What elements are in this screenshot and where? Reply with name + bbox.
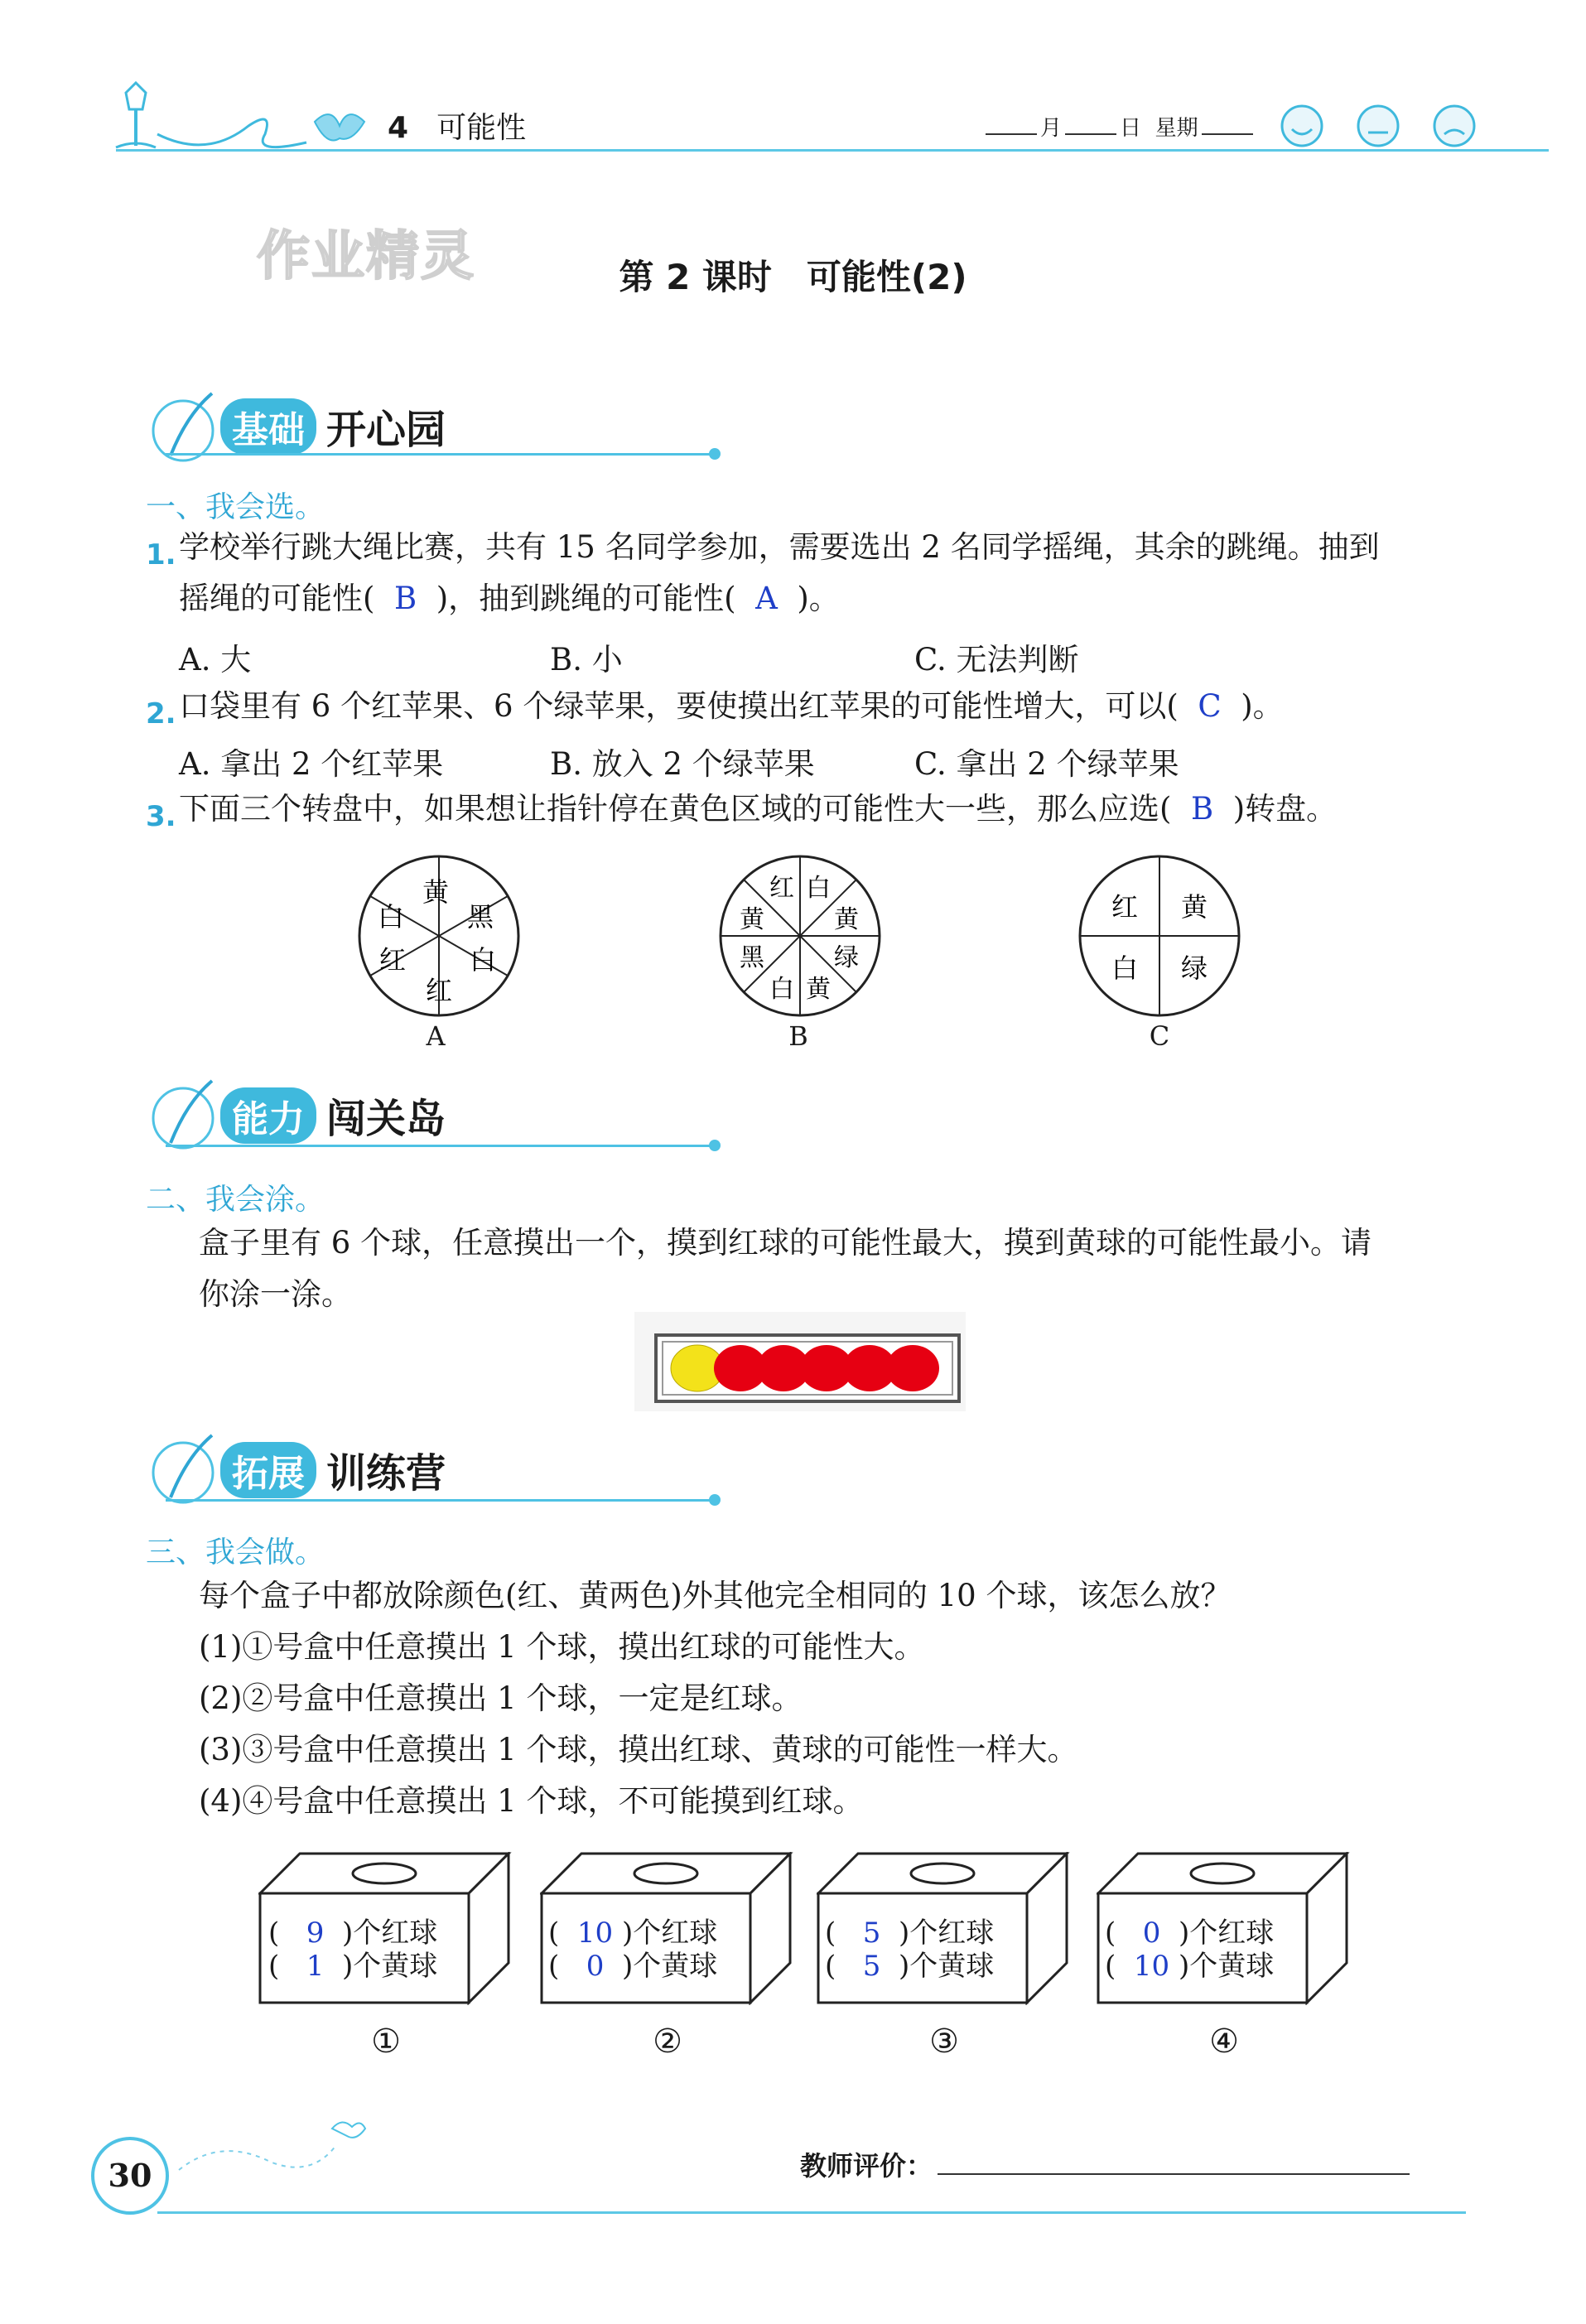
watermark: 作业精灵 — [257, 226, 475, 287]
box-4-red: ( 0 )个红球 — [1105, 1917, 1275, 1950]
lamp-decoration-icon — [108, 76, 373, 159]
spinner-a — [348, 845, 530, 1027]
part2-text: 盒子里有 6 个球，任意摸出一个，摸到红球的可能性最大，摸到黄球的可能性最小。请 你涂一涂。 — [199, 1225, 1372, 1312]
box-4-yellow: ( 10 )个黄球 — [1105, 1950, 1275, 1983]
spinner-b — [709, 845, 891, 1027]
q1-option-c: C. 无法判断 — [914, 642, 1079, 677]
spinner-a-sector: 红 — [378, 944, 407, 976]
box-1-yellow: ( 1 )个黄球 — [268, 1950, 438, 1983]
spinner-c-sector: 黄 — [1180, 891, 1208, 923]
bird-decoration-icon — [171, 2104, 369, 2187]
spinner-a-sector: 红 — [425, 975, 453, 1006]
lesson-title: 第 2 课时 可能性(2) — [619, 257, 967, 297]
spinner-a-label: A — [426, 1020, 446, 1052]
section-banner-ability: 能力 闯关岛 — [220, 1087, 446, 1144]
banner-rule — [166, 1145, 712, 1147]
q1-text: 学校举行跳大绳比赛，共有 15 名同学参加，需要选出 2 名同学摇绳，其余的跳绳。抽到 摇绳的可能性( B )，抽到跳绳的可能性( A )。 — [179, 529, 1380, 616]
spinner-c-label: C — [1149, 1020, 1170, 1052]
part3-text: 每个盒子中都放除颜色(红、黄两色)外其他完全相同的 10 个球，该怎么放？ (1)①号盒中任意摸出 1 个球，摸出红球的可能性大。 (2)②号盒中任意摸出 1 个球，一定是红球。 (3)③号盒中任意摸出 1 个球，摸出红球、黄球的可能性一样大。 (4)④号盒中任意摸出 1 个球，不可能摸到红球。 — [199, 1578, 1232, 1819]
q2-number: 2. — [146, 697, 176, 730]
spinner-a-sector: 黑 — [466, 901, 494, 933]
banner-rule — [166, 453, 712, 456]
spinner-b-sector: 红 — [769, 874, 794, 903]
spinner-b-label: B — [788, 1020, 808, 1052]
spinner-c — [1068, 845, 1251, 1027]
banner-dot — [709, 448, 721, 460]
page-number: 30 — [91, 2137, 169, 2215]
section-banner-extend: 拓展 训练营 — [220, 1441, 446, 1498]
q3-text: 下面三个转盘中，如果想让指针停在黄色区域的可能性大一些，那么应选( B )转盘。 — [179, 791, 1338, 827]
unit-title: 4 可能性 — [388, 111, 527, 145]
box-4-mark: ④ — [1209, 2023, 1239, 2061]
box-2-yellow: ( 0 )个黄球 — [548, 1950, 718, 1983]
spinner-b-sector: 黄 — [740, 905, 764, 934]
feather-pen-icon — [146, 1431, 220, 1506]
q1-answer-2: A — [755, 581, 778, 616]
part3-heading: 三、我会做。 — [146, 1536, 325, 1569]
q1-option-b: B. 小 — [550, 642, 623, 677]
spinner-b-sector: 白 — [806, 874, 831, 903]
spinner-a-sector: 白 — [469, 944, 497, 976]
q2-answer: C — [1198, 688, 1222, 724]
header-rule — [116, 149, 1549, 152]
spinner-b-sector: 白 — [769, 975, 794, 1004]
part1-heading: 一、我会选。 — [146, 490, 325, 524]
box-1-mark: ① — [371, 2023, 401, 2061]
ball-box — [654, 1333, 961, 1403]
q3-answer: B — [1190, 791, 1214, 827]
box-2-red: ( 10 )个红球 — [548, 1917, 718, 1950]
q1-number: 1. — [146, 538, 176, 571]
section-banner-basic: 基础 开心园 — [220, 398, 446, 455]
box-3-mark: ③ — [929, 2023, 959, 2061]
smiley-faces-icon — [1279, 101, 1478, 151]
spinner-b-sector: 绿 — [834, 943, 859, 972]
q2-option-b: B. 放入 2 个绿苹果 — [550, 746, 815, 782]
date-fields: 月 日 星期 — [982, 111, 1256, 142]
part2-heading: 二、我会涂。 — [146, 1183, 325, 1217]
q1-option-a: A. 大 — [179, 642, 252, 677]
spinner-a-sector: 黄 — [422, 876, 450, 908]
spinner-b-sector: 黄 — [806, 975, 831, 1004]
q2-option-c: C. 拿出 2 个绿苹果 — [914, 746, 1179, 782]
red-ball — [886, 1345, 939, 1391]
q3-number: 3. — [146, 800, 176, 833]
feather-pen-icon — [146, 1077, 220, 1151]
footer-rule — [157, 2211, 1466, 2214]
banner-rule — [166, 1499, 712, 1502]
spinner-c-sector: 白 — [1111, 952, 1139, 984]
banner-dot — [709, 1494, 721, 1506]
q2-option-a: A. 拿出 2 个红苹果 — [179, 746, 444, 782]
banner-dot — [709, 1140, 721, 1151]
box-1-red: ( 9 )个红球 — [268, 1917, 438, 1950]
teacher-evaluation: 教师评价： — [800, 2145, 1410, 2183]
spinner-a-sector: 白 — [377, 901, 405, 933]
box-3-yellow: ( 5 )个黄球 — [825, 1950, 995, 1983]
box-2-mark: ② — [653, 2023, 682, 2061]
q2-text: 口袋里有 6 个红苹果、6 个绿苹果，要使摸出红苹果的可能性增大，可以( C )。 — [179, 688, 1284, 724]
spinner-c-sector: 红 — [1111, 891, 1139, 923]
box-3-red: ( 5 )个红球 — [825, 1917, 995, 1950]
spinner-c-sector: 绿 — [1180, 952, 1208, 984]
q1-answer-1: B — [393, 581, 417, 616]
spinner-b-sector: 黄 — [834, 905, 859, 934]
spinner-b-sector: 黑 — [740, 943, 764, 972]
